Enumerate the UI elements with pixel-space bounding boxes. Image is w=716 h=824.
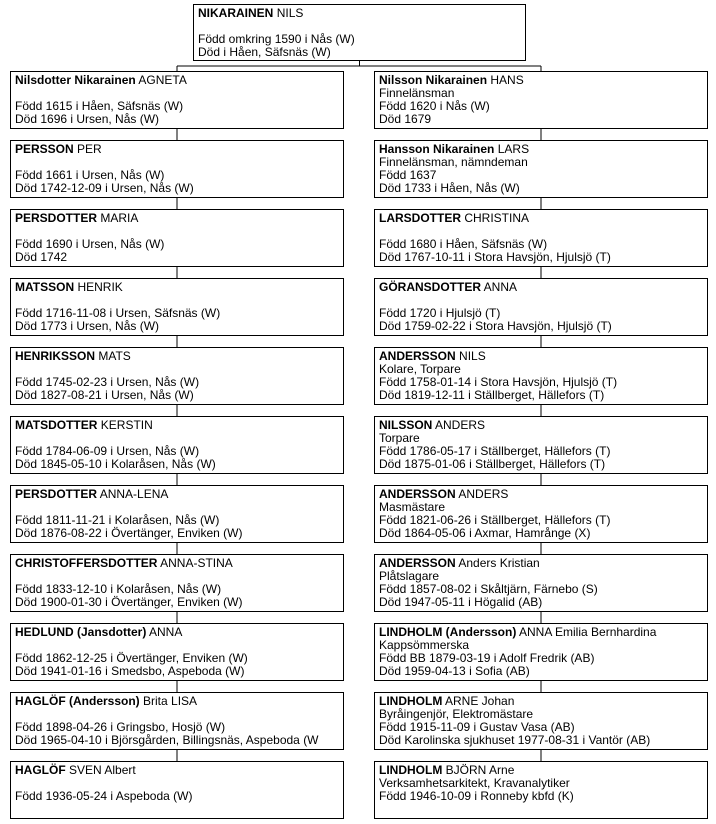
person-box-left-5 [10,416,344,474]
person-name [15,143,339,156]
given-name: PER [77,142,102,156]
given-name: ARNE Johan [445,694,515,708]
birth-line: Född 1690 i Ursen, Nås (W) [15,237,165,251]
person-box-right-5 [374,416,708,474]
death-line: Död i Håen, Säfsnäs (W) [198,45,331,59]
given-name: CHRISTINA [464,211,530,225]
person-box-top [193,4,526,61]
occupation: Verksamhetsarkitekt, Kravanalytiker [379,776,570,790]
person-name [379,281,703,294]
surname: LINDHOLM [379,694,443,708]
person-box-right-8 [374,623,708,681]
occupation: Kolare, Torpare [379,362,461,376]
given-name: ANNA-LENA [99,487,169,501]
surname: NILSSON [379,418,433,432]
death-line: Död 1733 i Håen, Nås (W) [379,181,520,195]
person-box-left-0 [10,71,344,129]
person-name [15,488,339,501]
person-name [15,626,339,639]
given-name: ANNA Emilia Bernhardina [519,625,657,639]
death-line: Död 1827-08-21 i Ursen, Nås (W) [15,388,194,402]
given-name: SVEN Albert [69,763,136,777]
person-name [379,419,703,432]
occupation: Finnelänsman [379,86,455,100]
given-name: ANNA-STINA [160,556,233,570]
given-name: NILS [459,349,486,363]
birth-line: Född BB 1879-03-19 i Adolf Fredrik (AB) [379,651,595,665]
birth-line: Född 1661 i Ursen, Nås (W) [15,168,165,182]
person-box-left-1 [10,140,344,198]
birth-line: Född 1833-12-10 i Kolaråsen, Nås (W) [15,582,222,596]
birth-line: Född 1898-04-26 i Gringsbo, Hosjö (W) [15,720,226,734]
birth-line: Född 1784-06-09 i Ursen, Nås (W) [15,444,200,458]
occupation: Plåtslagare [379,569,440,583]
given-name: ANDERS [458,487,509,501]
death-line: Död 1959-04-13 i Sofia (AB) [379,664,530,678]
birth-line: Född 1680 i Håen, Säfsnäs (W) [379,237,548,251]
birth-line: Född 1620 i Nås (W) [379,99,490,113]
person-box-left-3 [10,278,344,336]
death-line: Död 1900-01-30 i Övertänger, Enviken (W) [15,595,243,609]
given-name: AGNETA [138,73,187,87]
surname: LINDHOLM [379,763,443,777]
given-name: HANS [490,73,524,87]
birth-line: Född 1915-11-09 i Gustav Vasa (AB) [379,720,575,734]
birth-line: Född 1936-05-24 i Aspeboda (W) [15,789,193,803]
death-line: Död 1742 [15,250,68,264]
given-name: KERSTIN [100,418,153,432]
given-name: ANDERS [435,418,486,432]
person-box-left-10 [10,761,344,819]
surname: Hansson Nikarainen [379,142,495,156]
death-line: Död 1965-04-10 i Björsgården, Billingsnäs, Aspeboda (W [15,733,319,747]
surname: HAGLÖF (Andersson) [15,694,140,708]
surname: LINDHOLM (Andersson) [379,625,517,639]
person-name [15,74,339,87]
death-line: Död 1696 i Ursen, Nås (W) [15,112,160,126]
person-box-left-2 [10,209,344,267]
birth-line: Född 1745-02-23 i Ursen, Nås (W) [15,375,200,389]
surname: MATSSON [15,280,75,294]
person-name [15,557,339,570]
death-line: Död Karolinska sjukhuset 1977-08-31 i Vantör (AB) [379,733,651,747]
birth-line: Född 1786-05-17 i Ställberget, Hällefors (T) [379,444,611,458]
surname: GÖRANSDOTTER [379,280,481,294]
person-name [15,764,339,777]
occupation: Byråingenjör, Elektromästare [379,707,534,721]
surname: PERSDOTTER [15,211,98,225]
death-line: Död 1875-01-06 i Ställberget, Hällefors (T) [379,457,606,471]
death-line: Död 1947-05-11 i Högalid (AB) [379,595,543,609]
given-name: LARS [497,142,530,156]
person-name [15,419,339,432]
birth-line: Född 1720 i Hjulsjö (T) [379,306,501,320]
person-box-left-8 [10,623,344,681]
person-name [15,695,339,708]
birth-line: Född 1821-06-26 i Ställberget, Hällefors (T) [379,513,611,527]
person-box-right-1 [374,140,708,198]
birth-line: Född 1615 i Håen, Säfsnäs (W) [15,99,184,113]
given-name: Anders Kristian [458,556,540,570]
occupation: Finnelänsman, nämndeman [379,155,528,169]
surname: HAGLÖF [15,763,66,777]
person-box-right-10 [374,761,708,819]
surname: Nilsson Nikarainen [379,73,488,87]
surname: HEDLUND (Jansdotter) [15,625,147,639]
given-name: NILS [276,6,304,20]
surname: PERSDOTTER [15,487,98,501]
person-box-left-4 [10,347,344,405]
person-box-left-9 [10,692,344,750]
person-box-left-6 [10,485,344,543]
birth-line: Född 1716-11-08 i Ursen, Säfsnäs (W) [15,306,221,320]
death-line: Död 1819-12-11 i Ställberget, Hällefors (T) [379,388,605,402]
death-line: Död 1679 [379,112,432,126]
person-box-right-7 [374,554,708,612]
given-name: HENRIK [77,280,123,294]
death-line: Död 1864-05-06 i Axmar, Hamrånge (X) [379,526,591,540]
person-box-right-9 [374,692,708,750]
death-line: Död 1876-08-22 i Övertänger, Enviken (W) [15,526,243,540]
surname: NIKARAINEN [198,6,274,20]
surname: PERSSON [15,142,74,156]
birth-line: Född 1946-10-09 i Ronneby kbfd (K) [379,789,574,803]
death-line: Död 1759-02-22 i Stora Havsjön, Hjulsjö (T) [379,319,612,333]
surname: MATSDOTTER [15,418,98,432]
death-line: Död 1845-05-10 i Kolaråsen, Nås (W) [15,457,216,471]
surname: CHRISTOFFERSDOTTER [15,556,158,570]
occupation: Torpare [379,431,420,445]
person-name [198,7,521,20]
given-name: ANNA [483,280,518,294]
person-name [15,281,339,294]
death-line: Död 1742-12-09 i Ursen, Nås (W) [15,181,194,195]
surname: HENRIKSSON [15,349,96,363]
given-name: MARIA [100,211,139,225]
person-box-right-0 [374,71,708,129]
birth-line: Född 1862-12-25 i Övertänger, Enviken (W) [15,651,248,665]
surname: ANDERSSON [379,349,456,363]
surname: Nilsdotter Nikarainen [15,73,136,87]
birth-line: Född 1637 [379,168,437,182]
person-box-left-7 [10,554,344,612]
birth-line: Född 1758-01-14 i Stora Havsjön, Hjulsjö (T) [379,375,618,389]
given-name: Brita LISA [143,694,198,708]
given-name: ANNA [149,625,183,639]
given-name: MATS [98,349,131,363]
person-box-right-4 [374,347,708,405]
birth-line: Född omkring 1590 i Nås (W) [198,32,355,46]
surname: ANDERSSON [379,556,456,570]
birth-line: Född 1811-11-21 i Kolaråsen, Nås (W) [15,513,220,527]
occupation: Kappsömmerska [379,638,470,652]
person-name [15,350,339,363]
surname: LARSDOTTER [379,211,461,225]
person-box-right-2 [374,209,708,267]
person-box-right-6 [374,485,708,543]
death-line: Död 1767-10-11 i Stora Havsjön, Hjulsjö (T) [379,250,611,264]
death-line: Död 1773 i Ursen, Nås (W) [15,319,160,333]
occupation: Masmästare [379,500,446,514]
person-box-right-3 [374,278,708,336]
surname: ANDERSSON [379,487,456,501]
person-name [379,212,703,225]
person-name [15,212,339,225]
birth-line: Född 1857-08-02 i Skåltjärn, Färnebo (S) [379,582,598,596]
given-name: BJÖRN Arne [445,763,515,777]
death-line: Död 1941-01-16 i Smedsbo, Aspeboda (W) [15,664,245,678]
